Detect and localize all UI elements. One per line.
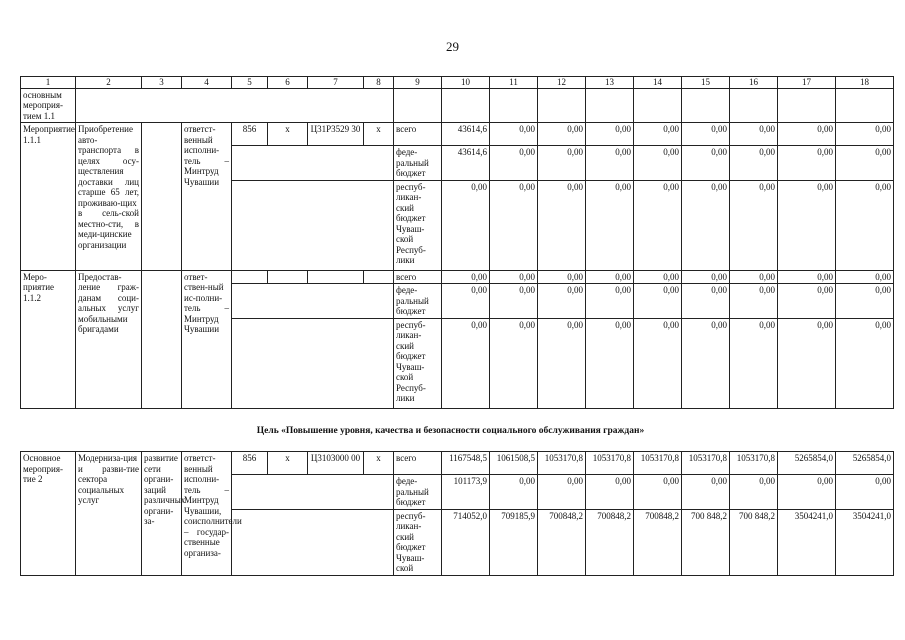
event-name: Модерниза-ция и разви-тие сектора социальных услуг: [76, 452, 142, 576]
table-row: [21, 270, 894, 284]
value-cell: 0,00: [836, 180, 894, 270]
value-cell: 0,00: [682, 284, 730, 319]
value-cell: 0,00: [778, 123, 836, 146]
col-header: 14: [634, 77, 682, 89]
value-cell: 43614,6: [442, 123, 490, 146]
value-cell: 0,00: [682, 318, 730, 408]
value-cell: 0,00: [490, 318, 538, 408]
responsible: ответст-венный исполни-тель – Минтруд Чувашии, соисполнители – государ-ственные организа-: [182, 452, 232, 576]
value-cell: 0,00: [634, 475, 682, 510]
value-cell: 0,00: [836, 318, 894, 408]
col-header: 1: [21, 77, 76, 89]
value-cell: 43614,6: [442, 146, 490, 181]
event-name: Приобретение авто-транспорта в целях осу-ществления доставки лиц старше 65 лет, проживаю-щих в сель-ской местно-сти, в меди-цинские организации: [76, 123, 142, 271]
value-cell: 3504241,0: [778, 509, 836, 575]
value-cell: 0,00: [442, 318, 490, 408]
value-cell: 0,00: [634, 270, 682, 284]
funding-source: феде-ральный бюджет: [394, 284, 442, 319]
budget-table-top: [20, 76, 894, 409]
value-cell: 1053170,8: [730, 452, 778, 475]
value-cell: 709185,9: [490, 509, 538, 575]
value-cell: 0,00: [682, 180, 730, 270]
value-cell: 0,00: [538, 318, 586, 408]
value-cell: 101173,9: [442, 475, 490, 510]
col-header: 4: [182, 77, 232, 89]
value-cell: 1053170,8: [538, 452, 586, 475]
funding-source: всего: [394, 123, 442, 146]
col-header: 3: [142, 77, 182, 89]
value-cell: 0,00: [778, 475, 836, 510]
row-label: основным мероприя-тием 1.1: [21, 88, 76, 123]
value-cell: 714052,0: [442, 509, 490, 575]
value-cell: 0,00: [538, 475, 586, 510]
value-cell: 0,00: [730, 123, 778, 146]
value-cell: 0,00: [442, 284, 490, 319]
value-cell: 0,00: [538, 123, 586, 146]
value-cell: 1061508,5: [490, 452, 538, 475]
value-cell: 1053170,8: [682, 452, 730, 475]
value-cell: 0,00: [682, 270, 730, 284]
value-cell: 0,00: [634, 123, 682, 146]
value-cell: 700 848,2: [682, 509, 730, 575]
col-header: 17: [778, 77, 836, 89]
value-cell: 0,00: [836, 270, 894, 284]
value-cell: 0,00: [586, 180, 634, 270]
code-cell: 856: [232, 123, 268, 146]
value-cell: 1167548,5: [442, 452, 490, 475]
funding-source: феде-ральный бюджет: [394, 475, 442, 510]
value-cell: 0,00: [836, 146, 894, 181]
value-cell: 0,00: [538, 284, 586, 319]
col-header: 18: [836, 77, 894, 89]
code-cell: 856: [232, 452, 268, 475]
program-cell: развитие сети органи-заций различных органи-за-: [142, 452, 182, 576]
value-cell: 0,00: [538, 180, 586, 270]
event-label: Мероприятие 1.1.1: [21, 123, 76, 271]
value-cell: 0,00: [634, 284, 682, 319]
col-header: 9: [394, 77, 442, 89]
code-cell: х: [364, 123, 394, 146]
value-cell: 0,00: [490, 270, 538, 284]
value-cell: 0,00: [490, 146, 538, 181]
col-header: 13: [586, 77, 634, 89]
column-number-row: [21, 77, 894, 89]
value-cell: 700848,2: [634, 509, 682, 575]
value-cell: 0,00: [778, 180, 836, 270]
value-cell: 0,00: [490, 123, 538, 146]
value-cell: 0,00: [586, 270, 634, 284]
col-header: 15: [682, 77, 730, 89]
value-cell: 0,00: [778, 146, 836, 181]
value-cell: 0,00: [586, 318, 634, 408]
col-header: 11: [490, 77, 538, 89]
funding-source: всего: [394, 452, 442, 475]
value-cell: 0,00: [538, 270, 586, 284]
event-name: Предостав-ление граж-данам соци-альных услуг мобильными бригадами: [76, 270, 142, 408]
value-cell: 1053170,8: [586, 452, 634, 475]
col-header: 5: [232, 77, 268, 89]
funding-source: респуб-ликан-ский бюджет Чуваш-ской Респуб-лики: [394, 180, 442, 270]
value-cell: 0,00: [634, 180, 682, 270]
value-cell: 5265854,0: [836, 452, 894, 475]
value-cell: 0,00: [836, 475, 894, 510]
value-cell: 0,00: [442, 180, 490, 270]
col-header: 7: [308, 77, 364, 89]
value-cell: 0,00: [730, 270, 778, 284]
value-cell: 0,00: [490, 475, 538, 510]
value-cell: 0,00: [586, 284, 634, 319]
funding-source: респуб-ликан-ский бюджет Чуваш-ской Респуб-лики: [394, 318, 442, 408]
value-cell: 0,00: [442, 270, 490, 284]
value-cell: 0,00: [778, 318, 836, 408]
code-cell: Ц31Р3529 30: [308, 123, 364, 146]
value-cell: 0,00: [490, 284, 538, 319]
table-row: [21, 452, 894, 475]
budget-table-bottom: [20, 451, 894, 576]
value-cell: 0,00: [490, 180, 538, 270]
value-cell: 0,00: [586, 146, 634, 181]
value-cell: 1053170,8: [634, 452, 682, 475]
code-cell: х: [268, 452, 308, 475]
continuation-row: [21, 88, 894, 123]
value-cell: 0,00: [634, 146, 682, 181]
event-label: Основное мероприя-тие 2: [21, 452, 76, 576]
col-header: 10: [442, 77, 490, 89]
value-cell: 0,00: [778, 284, 836, 319]
col-header: 2: [76, 77, 142, 89]
value-cell: 0,00: [538, 146, 586, 181]
responsible: ответст-венный исполни-тель – Минтруд Чувашии: [182, 123, 232, 271]
funding-source: респуб-ликан-ский бюджет Чуваш-ской: [394, 509, 442, 575]
page-number: 29: [446, 39, 459, 54]
value-cell: 0,00: [836, 123, 894, 146]
responsible: ответ-ствен-ный ис-полни-тель – Минтруд Чувашии: [182, 270, 232, 408]
col-header: 16: [730, 77, 778, 89]
funding-source: всего: [394, 270, 442, 284]
value-cell: 3504241,0: [836, 509, 894, 575]
code-cell: Ц3103000 00: [308, 452, 364, 475]
value-cell: 0,00: [836, 284, 894, 319]
code-cell: х: [364, 452, 394, 475]
col-header: 12: [538, 77, 586, 89]
value-cell: 0,00: [730, 318, 778, 408]
value-cell: 700848,2: [586, 509, 634, 575]
col-header: 6: [268, 77, 308, 89]
value-cell: 0,00: [730, 146, 778, 181]
value-cell: 0,00: [586, 123, 634, 146]
value-cell: 700 848,2: [730, 509, 778, 575]
event-label: Меро-приятие 1.1.2: [21, 270, 76, 408]
value-cell: 0,00: [730, 284, 778, 319]
value-cell: 0,00: [730, 180, 778, 270]
table-row: [21, 123, 894, 146]
value-cell: 0,00: [682, 146, 730, 181]
value-cell: 0,00: [778, 270, 836, 284]
col-header: 8: [364, 77, 394, 89]
value-cell: 0,00: [586, 475, 634, 510]
goal-heading: Цель «Повышение уровня, качества и безопасности социального обслуживания граждан»: [256, 426, 645, 436]
value-cell: 700848,2: [538, 509, 586, 575]
value-cell: 0,00: [682, 475, 730, 510]
value-cell: 0,00: [634, 318, 682, 408]
funding-source: феде-ральный бюджет: [394, 146, 442, 181]
value-cell: 0,00: [730, 475, 778, 510]
value-cell: 0,00: [682, 123, 730, 146]
value-cell: 5265854,0: [778, 452, 836, 475]
code-cell: х: [268, 123, 308, 146]
